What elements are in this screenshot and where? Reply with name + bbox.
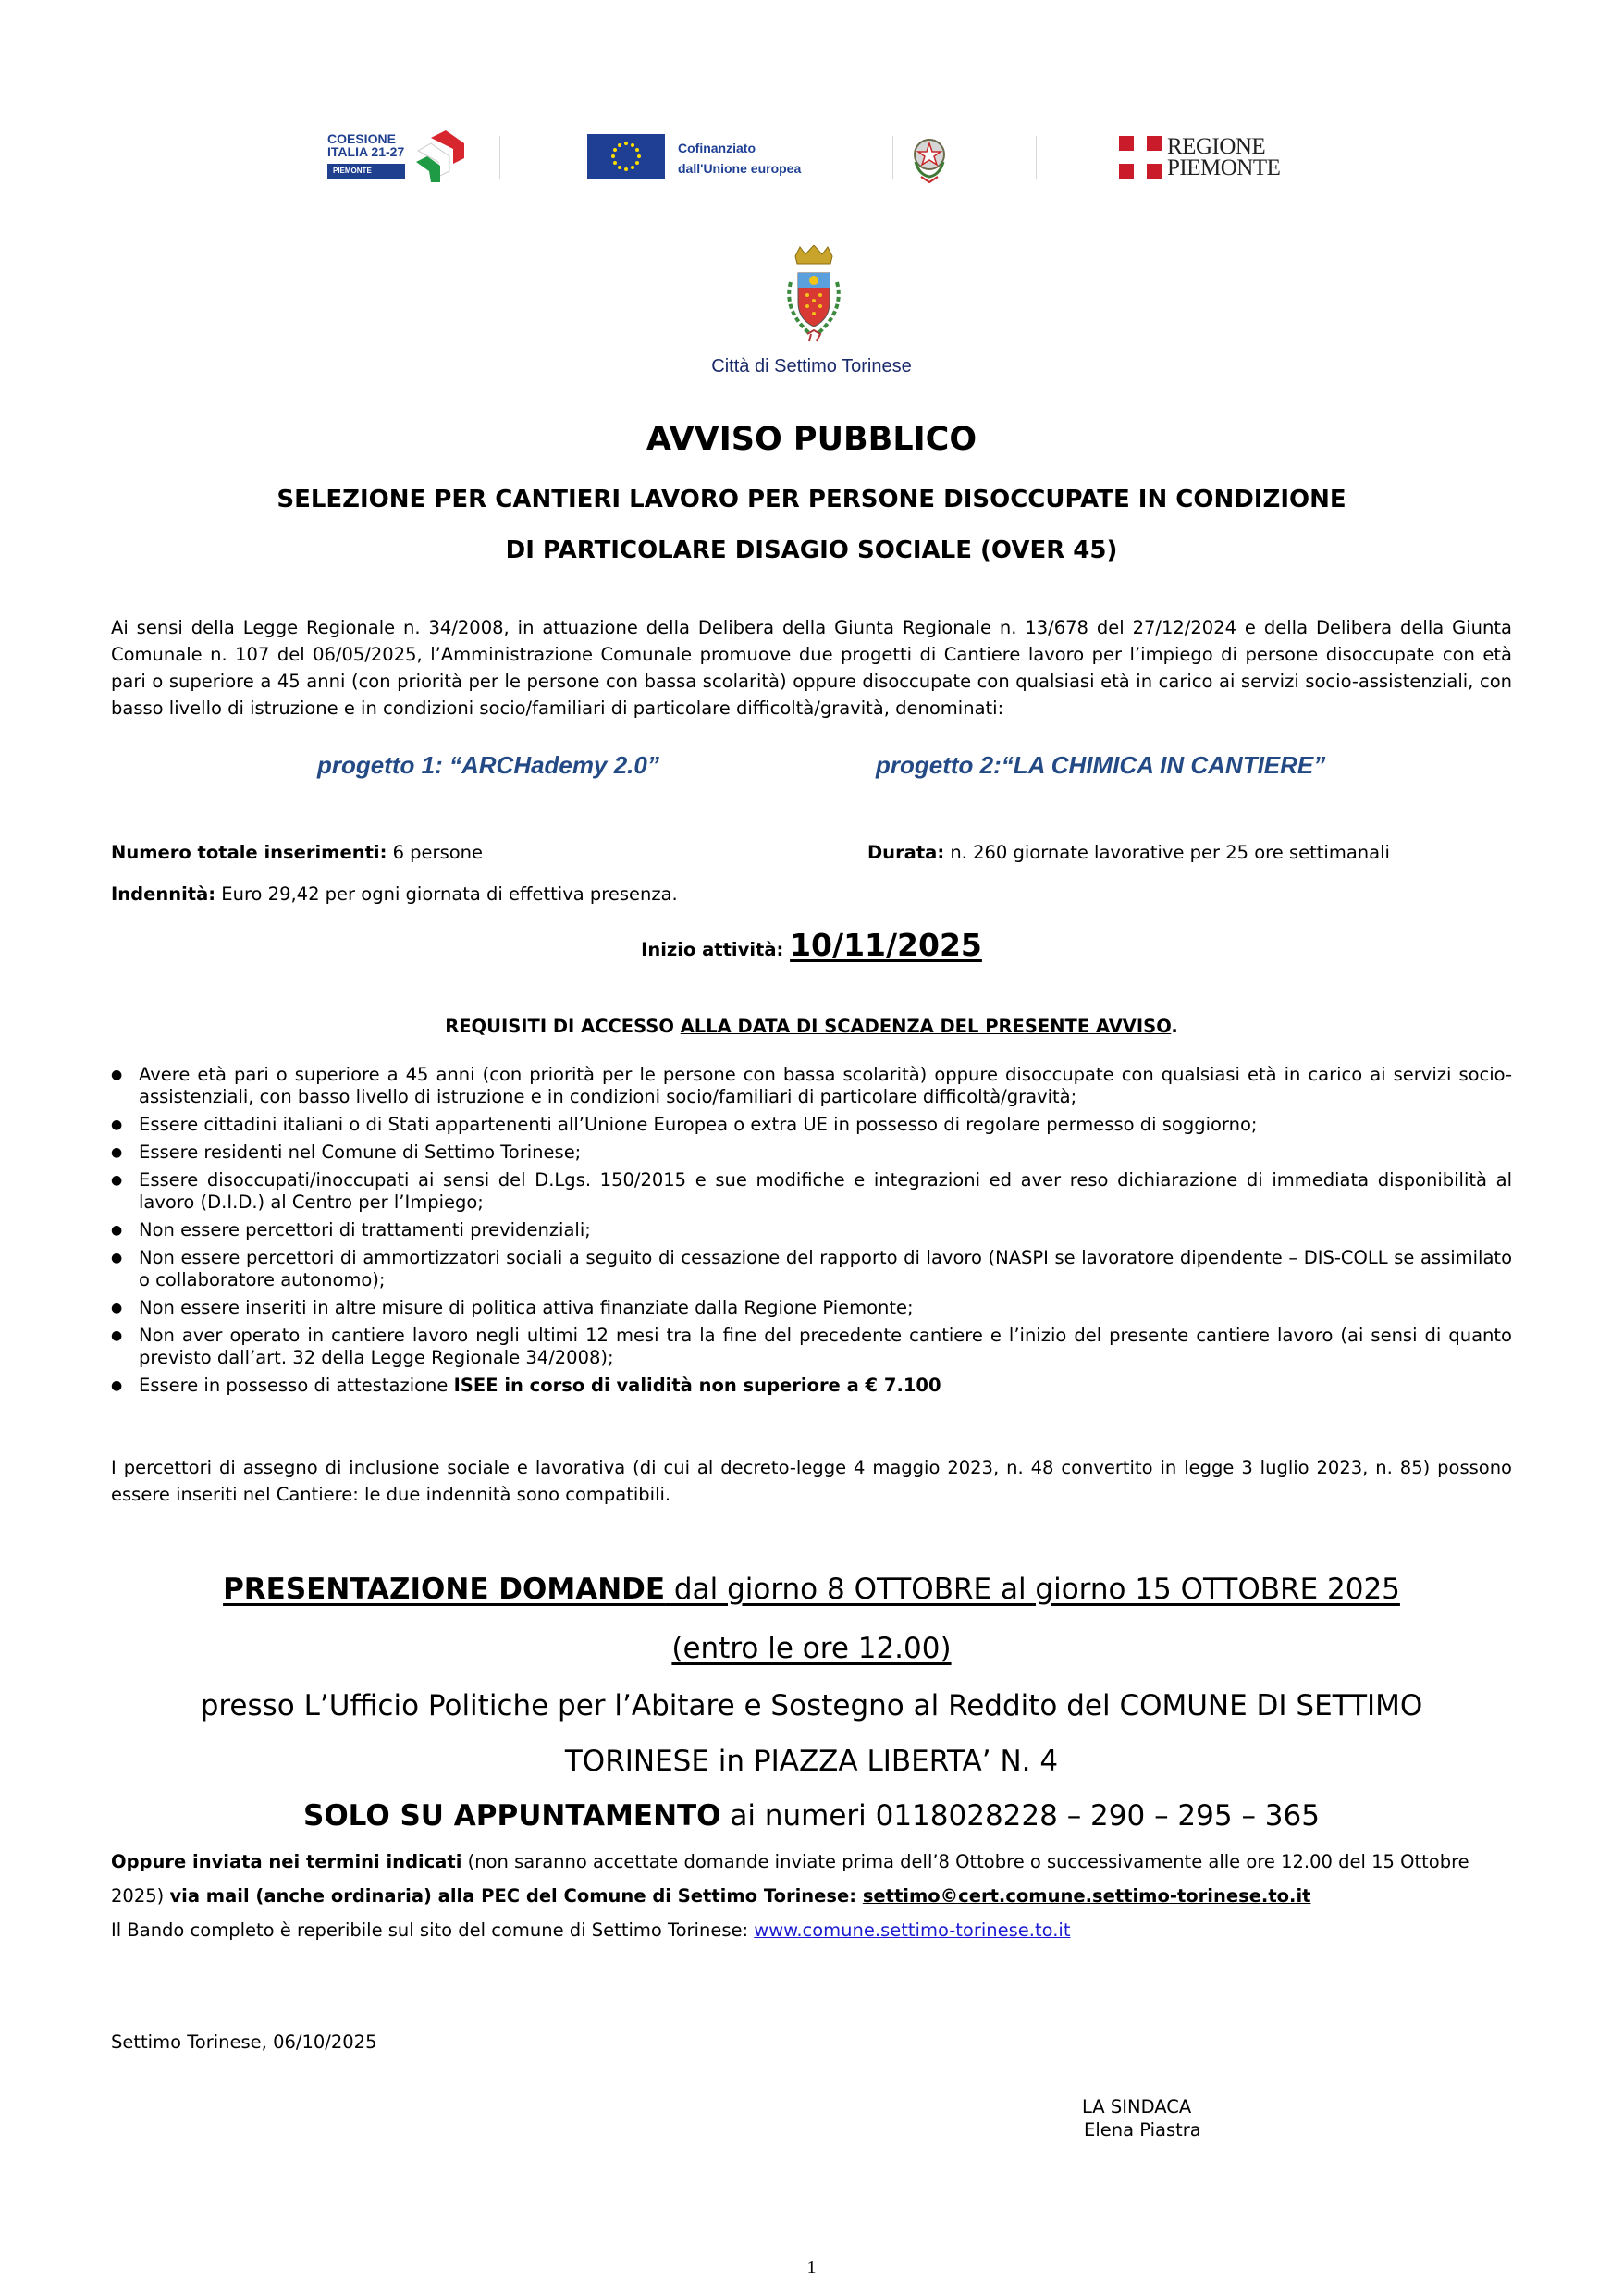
requirement-text: Avere età pari o superiore a 45 anni (con priorità per le persone con bassa scolarità) oppure disoccupate con qualsiasi età in carico ai servizi socio-assistenziali, con basso livello di istruzione e in condizioni socio/familiari di particolare difficoltà/gravità; <box>139 1064 1512 1107</box>
project-1-title: progetto 1: “ARCHademy 2.0” <box>317 751 659 779</box>
pec-email-link[interactable]: settimo©cert.comune.settimo-torinese.to.it <box>862 1885 1311 1907</box>
logo-separator <box>1036 136 1037 179</box>
requirement-item <box>111 1325 1512 1369</box>
place-and-date: Settimo Torinese, 06/10/2025 <box>111 2031 377 2053</box>
inclusion-allowance-note: I percettori di assegno di inclusione sociale e lavorativa (di cui al decreto-legge 4 maggio 2023, n. 48 convertito in legge 3 luglio 2023, n. 85) possono essere inseriti nel Cantiere: le due indennità sono compatibili. <box>111 1457 1512 1505</box>
signer-name: Elena Piastra <box>1084 2119 1201 2141</box>
signer-title: LA SINDACA <box>1082 2096 1192 2117</box>
pec-label: via mail (anche ordinaria) alla PEC del Comune di Settimo Torinese: <box>169 1885 863 1907</box>
requirement-item <box>111 1219 1512 1241</box>
requirements-list <box>111 1064 1512 1402</box>
logo-separator <box>499 136 500 179</box>
coesione-bar: PIEMONTE <box>327 164 405 179</box>
intro-paragraph: Ai sensi della Legge Regionale n. 34/2008, in attuazione della Delibera della Giunta Regionale n. 13/678 del 27/12/2024 e della Delibera della Giunta Comunale n. 107 del 06/05/2025, l’Amministrazione Comunale promuove due progetti di Cantiere lavoro per l’impiego di persone disoccupate con età pari o superiore a 45 anni (con priorità per le persone con bassa scolarità) oppure disoccupate con qualsiasi età in carico ai servizi socio-assistenziali, con basso livello di istruzione e in condizioni socio/familiari di particolare difficoltà/gravità, denominati: <box>111 617 1512 719</box>
website-link[interactable]: www.comune.settimo-torinese.to.it <box>754 1920 1071 1941</box>
email-submission-lead: Oppure inviata nei termini indicati <box>111 1851 462 1872</box>
phone-numbers: ai numeri 0118028228 – 290 – 295 – 365 <box>720 1799 1320 1833</box>
bullet-icon: ● <box>111 1378 123 1393</box>
website-label: Il Bando completo è reperibile sul sito del comune di Settimo Torinese: <box>111 1920 755 1941</box>
coesione-arrow-icon <box>412 130 468 184</box>
requirements-heading <box>0 1016 1623 1037</box>
bullet-icon: ● <box>111 1301 123 1315</box>
allowance-value: Euro 29,42 per ogni giornata di effettiva presenza. <box>215 883 678 905</box>
requirements-heading-plain: REQUISITI DI ACCESSO <box>445 1016 681 1037</box>
bullet-icon: ● <box>111 1223 123 1238</box>
submission-period-label: PRESENTAZIONE DOMANDE <box>223 1573 666 1606</box>
appointment-label: SOLO SU APPUNTAMENTO <box>303 1799 721 1833</box>
email-submission-paragraph <box>111 1845 1512 1947</box>
requirement-text: Essere cittadini italiani o di Stati appartenenti all’Unione Europea o extra UE in possesso di regolare permesso di soggiorno; <box>139 1114 1258 1135</box>
coesione-italia-logo <box>324 125 472 190</box>
requirements-heading-end: . <box>1171 1016 1178 1037</box>
total-placements <box>111 842 483 863</box>
bullet-icon: ● <box>111 1173 123 1188</box>
requirement-item <box>111 1114 1512 1136</box>
requirement-item <box>111 1247 1512 1291</box>
city-name: Città di Settimo Torinese <box>711 356 912 376</box>
submission-deadline-time <box>0 1632 1623 1665</box>
bullet-icon: ● <box>111 1328 123 1343</box>
eu-flag-icon <box>587 134 665 179</box>
regione-piemonte-logo <box>1119 125 1322 190</box>
eu-cofinanced-logo <box>587 125 865 190</box>
allowance-label: Indennità: <box>111 883 216 905</box>
requirement-item <box>111 1064 1512 1108</box>
duration-value: n. 260 giornate lavorative per 25 ore settimanali <box>944 842 1390 863</box>
email-submission-conditions: (non saranno accettate domande inviate prima dell’8 Ottobre o successivamente alle ore 12.00 del 15 Ottobre 2025) <box>111 1851 1469 1907</box>
regione-line1: REGIONE <box>1167 134 1266 159</box>
subtitle-line-2: DI PARTICOLARE DISAGIO SOCIALE (OVER 45) <box>505 537 1118 564</box>
total-placements-label: Numero totale inserimenti: <box>111 842 387 863</box>
coesione-line1: COESIONE <box>327 131 396 146</box>
requirement-text: Non essere percettori di trattamenti previdenziali; <box>139 1219 591 1241</box>
duration-label: Durata: <box>867 842 945 863</box>
requirements-heading-underlined: ALLA DATA DI SCADENZA DEL PRESENTE AVVISO <box>680 1016 1172 1037</box>
page-title: AVVISO PUBBLICO <box>646 421 977 458</box>
piemonte-shield-icon <box>1119 136 1162 179</box>
coesione-line2: ITALIA 21-27 <box>327 144 405 159</box>
eu-line1: Cofinanziato <box>678 141 756 155</box>
appointment-phones <box>0 1799 1623 1833</box>
requirement-item <box>111 1142 1512 1164</box>
requirement-text: Non aver operato in cantiere lavoro negli ultimi 12 mesi tra la fine del precedente cantiere e l’inizio del presente cantiere lavoro (ai sensi di quanto previsto dall’art. 32 della Legge Regionale 34/2008); <box>139 1325 1512 1368</box>
office-location-line2: TORINESE in PIAZZA LIBERTA’ N. 4 <box>564 1745 1059 1778</box>
allowance <box>111 883 678 905</box>
requirement-item <box>111 1297 1512 1319</box>
subtitle-line-1: SELEZIONE PER CANTIERI LAVORO PER PERSONE DISOCCUPATE IN CONDIZIONE <box>277 486 1346 513</box>
requirement-text: Essere in possesso di attestazione <box>139 1375 454 1396</box>
requirement-text: Essere disoccupati/inoccupati ai sensi del D.Lgs. 150/2015 e sue modifiche e integrazioni ed aver reso dichiarazione di immediata disponibilità al lavoro (D.I.D.) al Centro per l’Impiego; <box>139 1169 1512 1213</box>
bullet-icon: ● <box>111 1251 123 1265</box>
regione-line2: PIEMONTE <box>1167 155 1281 180</box>
bullet-icon: ● <box>111 1068 123 1082</box>
submission-deadline-text: (entro le ore 12.00) <box>671 1632 952 1665</box>
total-placements-value: 6 persone <box>387 842 484 863</box>
requirement-text: Essere residenti nel Comune di Settimo Torinese; <box>139 1142 582 1163</box>
requirement-item <box>111 1375 1512 1397</box>
italian-republic-emblem-icon <box>908 125 951 190</box>
start-date <box>0 927 1623 963</box>
eu-line2: dall'Unione europea <box>678 161 802 176</box>
logo-separator <box>892 136 893 179</box>
requirement-text: Non essere percettori di ammortizzatori sociali a seguito di cessazione del rapporto di lavoro (NASPI se lavoratore dipendente – DIS-COLL se assimilato o collaboratore autonomo); <box>139 1247 1512 1290</box>
signature-block <box>1082 2095 1201 2142</box>
bullet-icon: ● <box>111 1117 123 1132</box>
submission-period-dates: dal giorno 8 OTTOBRE al giorno 15 OTTOBRE 2025 <box>665 1573 1400 1606</box>
requirement-text: Non essere inseriti in altre misure di politica attiva finanziate dalla Regione Piemonte; <box>139 1297 914 1318</box>
requirement-item <box>111 1169 1512 1214</box>
isee-threshold: ISEE in corso di validità non superiore a € 7.100 <box>453 1375 941 1396</box>
start-date-value: 10/11/2025 <box>790 927 982 963</box>
city-coat-of-arms-icon <box>763 245 865 347</box>
project-2-title: progetto 2:“LA CHIMICA IN CANTIERE” <box>876 751 1326 779</box>
funding-logos-strip <box>314 125 1313 190</box>
start-date-label: Inizio attività: <box>641 939 791 960</box>
bullet-icon: ● <box>111 1145 123 1160</box>
duration <box>867 842 1390 863</box>
page-number: 1 <box>806 2257 817 2277</box>
office-location-line1: presso L’Ufficio Politiche per l’Abitare e Sostegno al Reddito del COMUNE DI SETTIMO <box>200 1689 1423 1722</box>
submission-period <box>0 1573 1623 1606</box>
